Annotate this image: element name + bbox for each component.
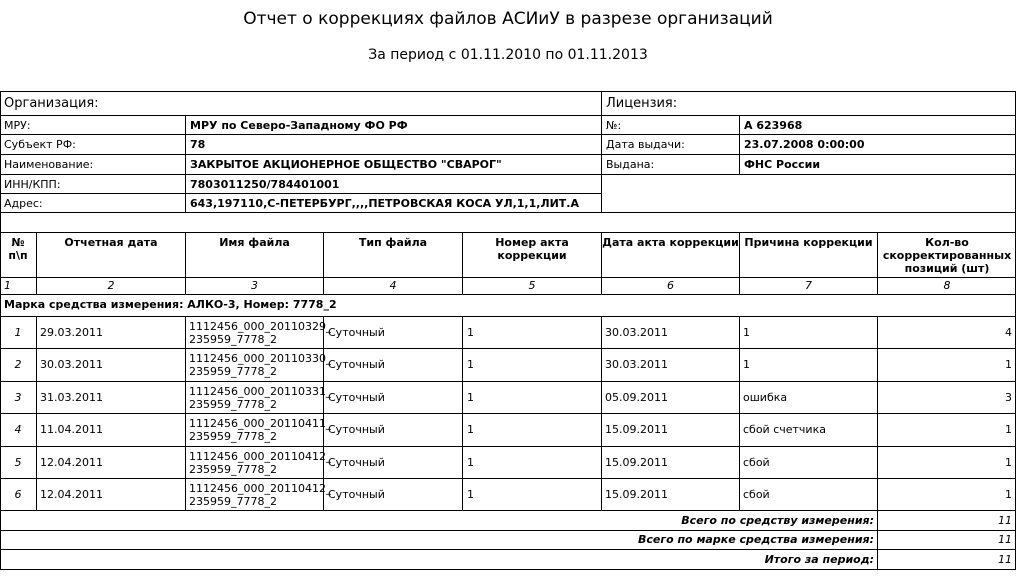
rule bbox=[185, 115, 186, 213]
total-brand-value: 11 bbox=[998, 533, 1012, 546]
rule bbox=[185, 316, 186, 510]
act-number: 1 bbox=[467, 456, 474, 469]
report-date: 12.04.2011 bbox=[40, 488, 103, 501]
row-number: 1 bbox=[14, 326, 22, 339]
report-frame bbox=[0, 91, 1016, 570]
col-number: 1 bbox=[4, 279, 11, 292]
act-date: 05.09.2011 bbox=[605, 391, 668, 404]
file-type: Суточный bbox=[328, 358, 385, 371]
name-value: ЗАКРЫТОЕ АКЦИОНЕРНОЕ ОБЩЕСТВО "СВАРОГ" bbox=[190, 158, 502, 171]
reason: ошибка bbox=[743, 391, 788, 404]
row-number: 4 bbox=[14, 423, 22, 436]
mru-label: МРУ: bbox=[4, 119, 31, 132]
row-number: 6 bbox=[14, 488, 22, 501]
report-date: 11.04.2011 bbox=[40, 423, 103, 436]
col-number: 3 bbox=[251, 279, 258, 292]
file-name: 1112456_000_20110329_ 235959_7778_2 bbox=[189, 320, 332, 346]
col-header-file-type: Тип файла bbox=[358, 236, 428, 249]
report-period: За период с 01.11.2010 по 01.11.2013 bbox=[368, 47, 648, 63]
reason: 1 bbox=[743, 358, 750, 371]
reason: сбой счетчика bbox=[743, 423, 826, 436]
col-number: 7 bbox=[805, 279, 812, 292]
col-header-file-name: Имя файла bbox=[219, 236, 290, 249]
col-number: 4 bbox=[389, 279, 397, 292]
rule bbox=[0, 348, 1016, 349]
rule bbox=[0, 134, 1016, 135]
report-date: 30.03.2011 bbox=[40, 358, 103, 371]
row-number: 2 bbox=[14, 358, 22, 371]
rule bbox=[0, 446, 1016, 447]
rule bbox=[0, 381, 1016, 382]
group-label: Марка средства измерения: АЛКО-3, Номер: 7778_2 bbox=[4, 298, 337, 311]
report-date: 12.04.2011 bbox=[40, 456, 103, 469]
report-date: 31.03.2011 bbox=[40, 391, 103, 404]
quantity: 1 bbox=[1005, 456, 1012, 469]
row-number: 5 bbox=[14, 456, 22, 469]
rule bbox=[0, 478, 1016, 479]
report-date: 29.03.2011 bbox=[40, 326, 103, 339]
file-type: Суточный bbox=[328, 423, 385, 436]
report-title: Отчет о коррекциях файлов АСИиУ в разрезе организаций bbox=[243, 9, 773, 29]
inn-value: 7803011250/784401001 bbox=[190, 178, 340, 191]
rule bbox=[739, 115, 740, 174]
address-label: Адрес: bbox=[4, 197, 43, 210]
rule bbox=[0, 316, 1016, 317]
license-date-value: 23.07.2008 0:00:00 bbox=[744, 138, 865, 151]
org-section-label: Организация: bbox=[4, 96, 99, 111]
rule bbox=[0, 510, 1016, 511]
name-label: Наименование: bbox=[4, 158, 94, 171]
row-number: 3 bbox=[14, 391, 22, 404]
rule bbox=[0, 294, 1016, 295]
mru-value: МРУ по Северо-Западному ФО РФ bbox=[190, 119, 408, 132]
file-type: Суточный bbox=[328, 488, 385, 501]
col-header-act-date: Дата акта коррекции bbox=[602, 236, 739, 249]
act-date: 15.09.2011 bbox=[605, 488, 668, 501]
address-value: 643,197110,С-ПЕТЕРБУРГ,,,,ПЕТРОВСКАЯ КОСА УЛ,1,1,ЛИТ.А bbox=[190, 197, 579, 210]
col-header-reason: Причина коррекции bbox=[744, 236, 873, 249]
total-period-value: 11 bbox=[998, 553, 1012, 566]
rule bbox=[0, 212, 1016, 213]
col-number: 6 bbox=[667, 279, 674, 292]
total-brand-label: Всего по марке средства измерения: bbox=[637, 533, 874, 546]
act-number: 1 bbox=[467, 488, 474, 501]
act-number: 1 bbox=[467, 326, 474, 339]
col-number: 8 bbox=[943, 279, 951, 292]
col-number: 2 bbox=[107, 279, 115, 292]
rule bbox=[36, 316, 37, 510]
subject-value: 78 bbox=[190, 138, 206, 151]
col-header-quantity: Кол-во скорректированных позиций (шт) bbox=[882, 236, 1012, 275]
total-device-value: 11 bbox=[998, 514, 1012, 527]
file-name: 1112456_000_20110331_ 235959_7778_2 bbox=[189, 385, 332, 411]
subject-label: Субъект РФ: bbox=[4, 138, 76, 151]
license-issuer-value: ФНС России bbox=[744, 158, 821, 171]
file-name: 1112456_000_20110412_ 235959_7778_2 bbox=[189, 450, 332, 476]
reason: 1 bbox=[743, 326, 750, 339]
act-number: 1 bbox=[467, 391, 474, 404]
reason: сбой bbox=[743, 456, 770, 469]
license-number-value: А 623968 bbox=[744, 119, 803, 132]
rule bbox=[0, 174, 1016, 175]
file-name: 1112456_000_20110412_ 235959_7778_2 bbox=[189, 482, 332, 508]
reason: сбой bbox=[743, 488, 770, 501]
col-header-report-date: Отчетная дата bbox=[64, 236, 158, 249]
file-name: 1112456_000_20110411_ 235959_7778_2 bbox=[189, 417, 332, 443]
quantity: 1 bbox=[1005, 488, 1012, 501]
license-number-label: №: bbox=[606, 119, 622, 132]
rule bbox=[0, 232, 1016, 233]
total-period-label: Итого за период: bbox=[764, 553, 874, 566]
total-device-label: Всего по средству измерения: bbox=[681, 514, 874, 527]
rule bbox=[601, 91, 602, 213]
quantity: 1 bbox=[1005, 423, 1012, 436]
file-type: Суточный bbox=[328, 456, 385, 469]
rule bbox=[0, 530, 1016, 531]
rule bbox=[877, 316, 878, 570]
quantity: 4 bbox=[1005, 326, 1012, 339]
file-type: Суточный bbox=[328, 326, 385, 339]
act-number: 1 bbox=[467, 358, 474, 371]
rule bbox=[739, 316, 740, 510]
act-date: 30.03.2011 bbox=[605, 358, 668, 371]
rule bbox=[0, 277, 1016, 278]
act-date: 15.09.2011 bbox=[605, 456, 668, 469]
rule bbox=[0, 115, 1016, 116]
file-type: Суточный bbox=[328, 391, 385, 404]
license-issuer-label: Выдана: bbox=[606, 158, 655, 171]
act-date: 30.03.2011 bbox=[605, 326, 668, 339]
act-date: 15.09.2011 bbox=[605, 423, 668, 436]
license-date-label: Дата выдачи: bbox=[606, 138, 685, 151]
rule bbox=[0, 154, 1016, 155]
rule bbox=[601, 316, 602, 510]
rule bbox=[0, 193, 601, 194]
col-header-num: № п\п bbox=[8, 236, 28, 262]
inn-label: ИНН/КПП: bbox=[4, 178, 61, 191]
license-section-label: Лицензия: bbox=[606, 96, 678, 111]
col-header-act-number: Номер акта коррекции bbox=[495, 236, 569, 262]
rule bbox=[0, 413, 1016, 414]
file-name: 1112456_000_20110330_ 235959_7778_2 bbox=[189, 352, 332, 378]
col-number: 5 bbox=[528, 279, 536, 292]
rule bbox=[0, 549, 1016, 550]
rule bbox=[462, 316, 463, 510]
quantity: 3 bbox=[1005, 391, 1012, 404]
act-number: 1 bbox=[467, 423, 474, 436]
quantity: 1 bbox=[1005, 358, 1012, 371]
